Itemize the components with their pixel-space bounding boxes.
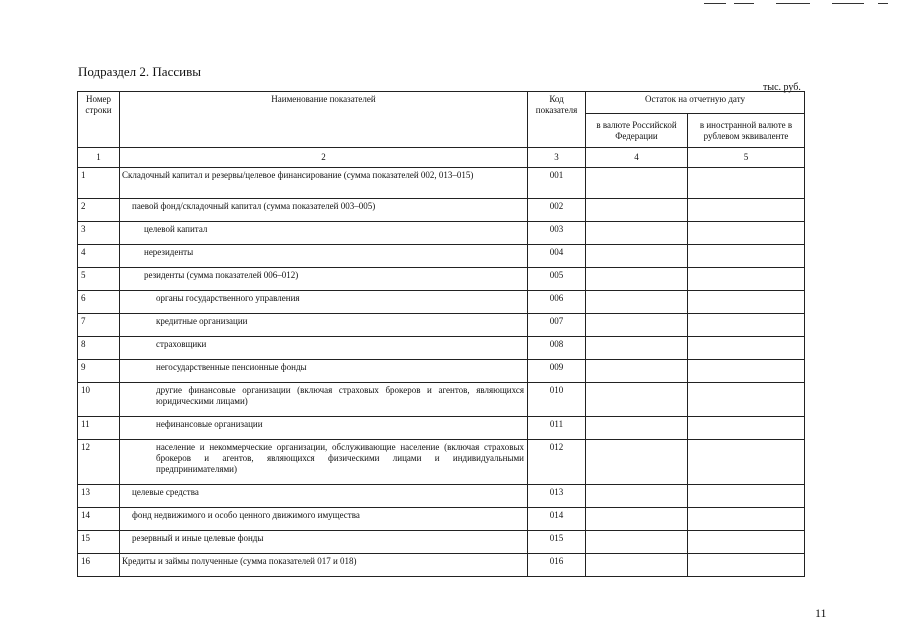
table-row <box>78 314 805 337</box>
table-row <box>78 337 805 360</box>
row-code: 006 <box>528 291 586 314</box>
table-row <box>78 417 805 440</box>
row-code: 004 <box>528 245 586 268</box>
rub-value-cell[interactable] <box>586 168 688 199</box>
row-number: 14 <box>78 508 120 531</box>
column-number: 1 <box>78 148 120 168</box>
units-label: тыс. руб. <box>763 82 801 93</box>
row-name: фонд недвижимого и особо ценного движимого имущества <box>120 508 528 531</box>
column-numbers-row <box>78 148 805 168</box>
row-name: Кредиты и займы полученные (сумма показателей 017 и 018) <box>120 554 528 577</box>
row-name: резиденты (сумма показателей 006–012) <box>120 268 528 291</box>
row-name: нефинансовые организации <box>120 417 528 440</box>
table-row <box>78 383 805 417</box>
row-number: 10 <box>78 383 120 417</box>
foreign-value-cell[interactable] <box>688 531 805 554</box>
rub-value-cell[interactable] <box>586 245 688 268</box>
rub-value-cell[interactable] <box>586 199 688 222</box>
row-code: 012 <box>528 440 586 485</box>
row-code: 015 <box>528 531 586 554</box>
foreign-value-cell[interactable] <box>688 168 805 199</box>
foreign-value-cell[interactable] <box>688 222 805 245</box>
foreign-value-cell[interactable] <box>688 485 805 508</box>
column-number: 2 <box>120 148 528 168</box>
header-indicator-name: Наименование показателей <box>120 92 528 148</box>
column-number: 5 <box>688 148 805 168</box>
rub-value-cell[interactable] <box>586 222 688 245</box>
row-number: 6 <box>78 291 120 314</box>
column-number: 3 <box>528 148 586 168</box>
table-row <box>78 291 805 314</box>
foreign-value-cell[interactable] <box>688 337 805 360</box>
foreign-value-cell[interactable] <box>688 554 805 577</box>
row-code: 013 <box>528 485 586 508</box>
foreign-value-cell[interactable] <box>688 440 805 485</box>
row-code: 001 <box>528 168 586 199</box>
header-foreign: в иностранной валюте в рублевом эквиваленте <box>688 114 805 148</box>
row-name: нерезиденты <box>120 245 528 268</box>
row-code: 009 <box>528 360 586 383</box>
table-row <box>78 531 805 554</box>
rub-value-cell[interactable] <box>586 268 688 291</box>
foreign-value-cell[interactable] <box>688 383 805 417</box>
rub-value-cell[interactable] <box>586 554 688 577</box>
row-code: 003 <box>528 222 586 245</box>
row-number: 4 <box>78 245 120 268</box>
row-number: 2 <box>78 199 120 222</box>
row-number: 12 <box>78 440 120 485</box>
row-code: 005 <box>528 268 586 291</box>
row-number: 16 <box>78 554 120 577</box>
row-name: органы государственного управления <box>120 291 528 314</box>
liabilities-table <box>77 91 805 577</box>
row-number: 3 <box>78 222 120 245</box>
row-name: кредитные организации <box>120 314 528 337</box>
table-row <box>78 554 805 577</box>
row-name: Складочный капитал и резервы/целевое финансирование (сумма показателей 002, 013–015) <box>120 168 528 199</box>
row-name: паевой фонд/складочный капитал (сумма показателей 003–005) <box>120 199 528 222</box>
row-code: 014 <box>528 508 586 531</box>
column-number: 4 <box>586 148 688 168</box>
header-rule-lines <box>690 0 905 8</box>
row-number: 5 <box>78 268 120 291</box>
table-row <box>78 485 805 508</box>
row-number: 11 <box>78 417 120 440</box>
row-name: негосударственные пенсионные фонды <box>120 360 528 383</box>
row-name: целевые средства <box>120 485 528 508</box>
rub-value-cell[interactable] <box>586 337 688 360</box>
header-row-number: Номер строки <box>78 92 120 148</box>
row-code: 008 <box>528 337 586 360</box>
foreign-value-cell[interactable] <box>688 199 805 222</box>
rub-value-cell[interactable] <box>586 360 688 383</box>
row-number: 9 <box>78 360 120 383</box>
rub-value-cell[interactable] <box>586 314 688 337</box>
rub-value-cell[interactable] <box>586 440 688 485</box>
row-code: 010 <box>528 383 586 417</box>
row-number: 1 <box>78 168 120 199</box>
row-number: 8 <box>78 337 120 360</box>
foreign-value-cell[interactable] <box>688 508 805 531</box>
table-row <box>78 360 805 383</box>
foreign-value-cell[interactable] <box>688 291 805 314</box>
table-row <box>78 222 805 245</box>
header-row <box>78 92 805 114</box>
row-code: 007 <box>528 314 586 337</box>
rub-value-cell[interactable] <box>586 291 688 314</box>
rub-value-cell[interactable] <box>586 531 688 554</box>
table-row <box>78 245 805 268</box>
table-row <box>78 508 805 531</box>
page-number: 11 <box>815 606 827 620</box>
foreign-value-cell[interactable] <box>688 360 805 383</box>
foreign-value-cell[interactable] <box>688 268 805 291</box>
section-title: Подраздел 2. Пассивы <box>78 64 201 79</box>
rub-value-cell[interactable] <box>586 383 688 417</box>
row-name: страховщики <box>120 337 528 360</box>
foreign-value-cell[interactable] <box>688 314 805 337</box>
table-row <box>78 440 805 485</box>
row-name: другие финансовые организации (включая страховых брокеров и агентов, являющихся юридическими лицами) <box>120 383 528 417</box>
row-number: 15 <box>78 531 120 554</box>
header-code: Код показателя <box>528 92 586 148</box>
rub-value-cell[interactable] <box>586 508 688 531</box>
row-number: 7 <box>78 314 120 337</box>
row-code: 011 <box>528 417 586 440</box>
row-name: население и некоммерческие организации, обслуживающие население (включая страховых брокеров и агентов, являющихся физическими лицами и индивидуальными предпринимателями) <box>120 440 528 485</box>
foreign-value-cell[interactable] <box>688 245 805 268</box>
table-row <box>78 268 805 291</box>
table-row <box>78 199 805 222</box>
row-name: целевой капитал <box>120 222 528 245</box>
row-name: резервный и иные целевые фонды <box>120 531 528 554</box>
row-code: 016 <box>528 554 586 577</box>
header-rub: в валюте Российской Федерации <box>586 114 688 148</box>
row-number: 13 <box>78 485 120 508</box>
header-balance: Остаток на отчетную дату <box>586 92 805 114</box>
rub-value-cell[interactable] <box>586 485 688 508</box>
table-row <box>78 168 805 199</box>
foreign-value-cell[interactable] <box>688 417 805 440</box>
rub-value-cell[interactable] <box>586 417 688 440</box>
row-code: 002 <box>528 199 586 222</box>
